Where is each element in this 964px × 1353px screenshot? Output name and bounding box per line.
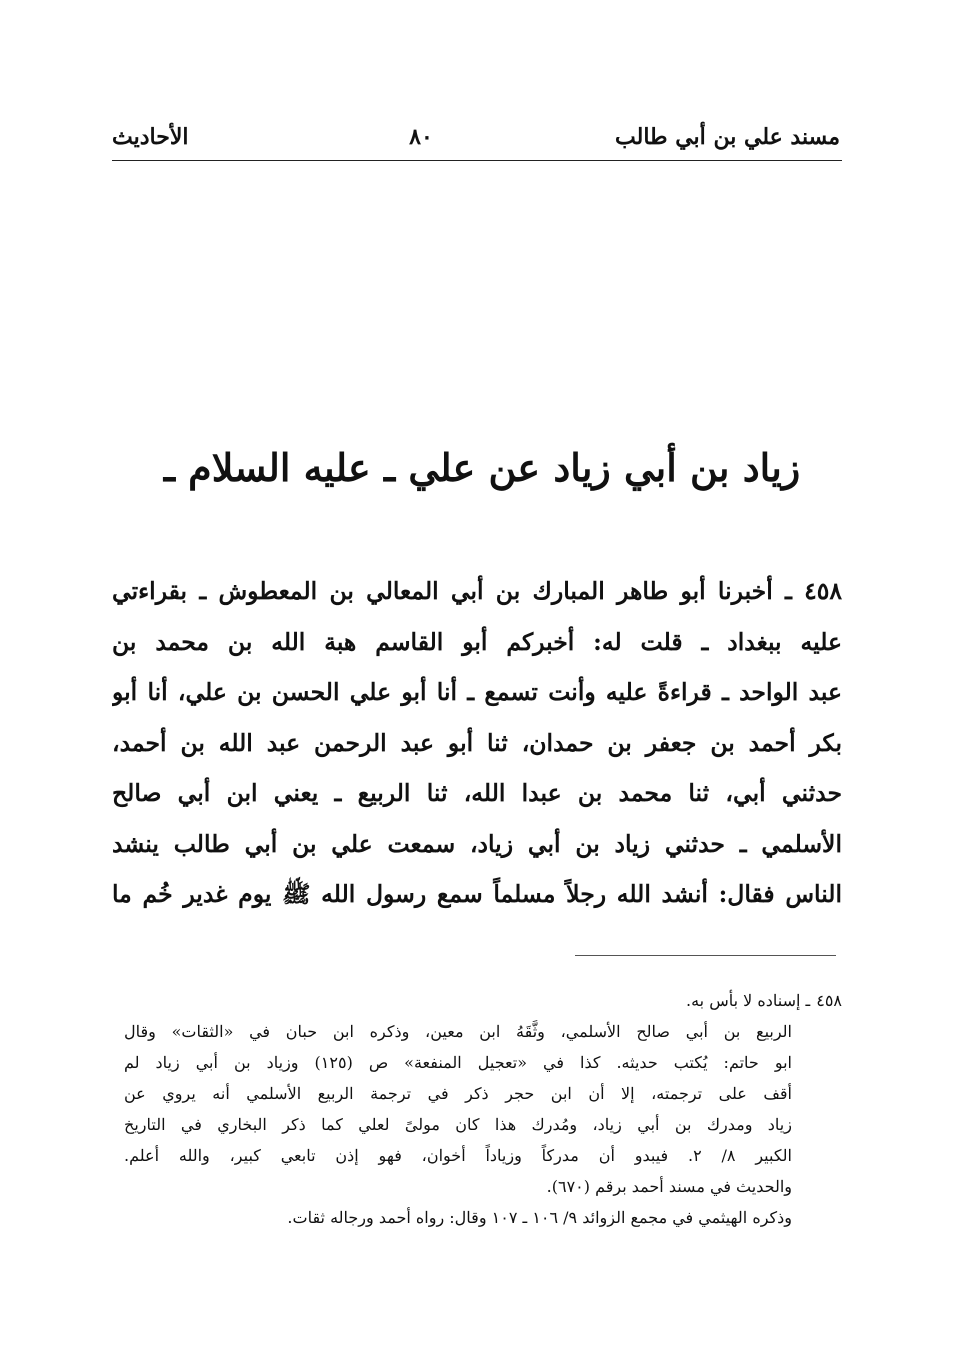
footnote-first-line: ـ إسناده لا بأس به.	[686, 991, 811, 1010]
hadith-line: الناس فقال: أنشد الله رجلاً مسلماً سمع رسول الله ﷺ يوم غدير خُم ما	[112, 880, 842, 908]
footnote-number: ٤٥٨	[816, 991, 842, 1010]
section-title: زياد بن أبي زياد عن علي ـ عليه السلام ـ	[163, 445, 801, 490]
footnote-line: ابو حاتم: يُكتب حديثه. كذا في «تعجيل المنفعة» ص (١٢٥) وزياد بن أبي زياد لم	[124, 1053, 792, 1072]
page-header	[112, 118, 840, 158]
section-name: الأحاديث	[112, 124, 189, 150]
footnote-line: وذكره الهيثمي في مجمع الزوائد ٩/ ١٠٦ ـ ١٠٧ وقال: رواه أحمد ورجاله ثقات.	[287, 1208, 792, 1227]
footnote-divider	[575, 955, 836, 956]
hadith-text	[112, 566, 842, 920]
hadith-line: عليه ببغداد ـ قلت له: أخبركم أبو القاسم هبة الله بن محمد بن	[112, 627, 842, 656]
hadith-line: حدثني أبي، ثنا محمد بن عبدا الله، ثنا الربيع ـ يعني ابن أبي صالح	[112, 779, 842, 807]
footnote-line: الربيع بن أبي صالح الأسلمي، وثَّقَهُ ابن معين، وذكره ابن حبان في «الثقات» وقال	[124, 1022, 792, 1041]
footnote-header	[124, 985, 842, 1016]
footnote-line: زياد ومدرك بن أبي زياد، ومُدرك هذا كان مولىً لعلي كما ذكر البخاري في التاريخ	[124, 1115, 792, 1134]
hadith-line: ٤٥٨ ـ أخبرنا أبو طاهر المبارك بن أبي المعالي بن المعطوش ـ بقراءتي	[112, 577, 842, 605]
footnote-line: أقف على ترجمته، إلا أن ابن حجر ذكر في ترجمة الربيع الأسلمي أنه يروي عن	[124, 1084, 792, 1103]
hadith-line: بكر أحمد بن جعفر بن حمدان، ثنا أبو عبد الرحمن عبد الله بن أحمد،	[112, 728, 842, 757]
page-number: ٨٠	[409, 124, 433, 150]
footnote-line: الكبير ٨/ ٢. فيبدو أن مدركاً وزياداً أخوان، فهو إذن تابعي كبير، والله أعلم.	[124, 1146, 792, 1165]
hadith-line: عبد الواحد ـ قراءةً عليه وأنت تسمع ـ أنا أبو علي الحسن بن علي، أنا أبو	[112, 678, 842, 706]
footnote-line: والحديث في مسند أحمد برقم (٦٧٠).	[546, 1177, 792, 1196]
footnotes	[124, 985, 842, 1233]
hadith-line: الأسلمي ـ حدثني زياد بن أبي زياد، سمعت علي بن أبي طالب ينشد	[112, 829, 842, 858]
header-divider	[112, 160, 842, 161]
book-title: مسند علي بن أبي طالب	[615, 124, 840, 150]
